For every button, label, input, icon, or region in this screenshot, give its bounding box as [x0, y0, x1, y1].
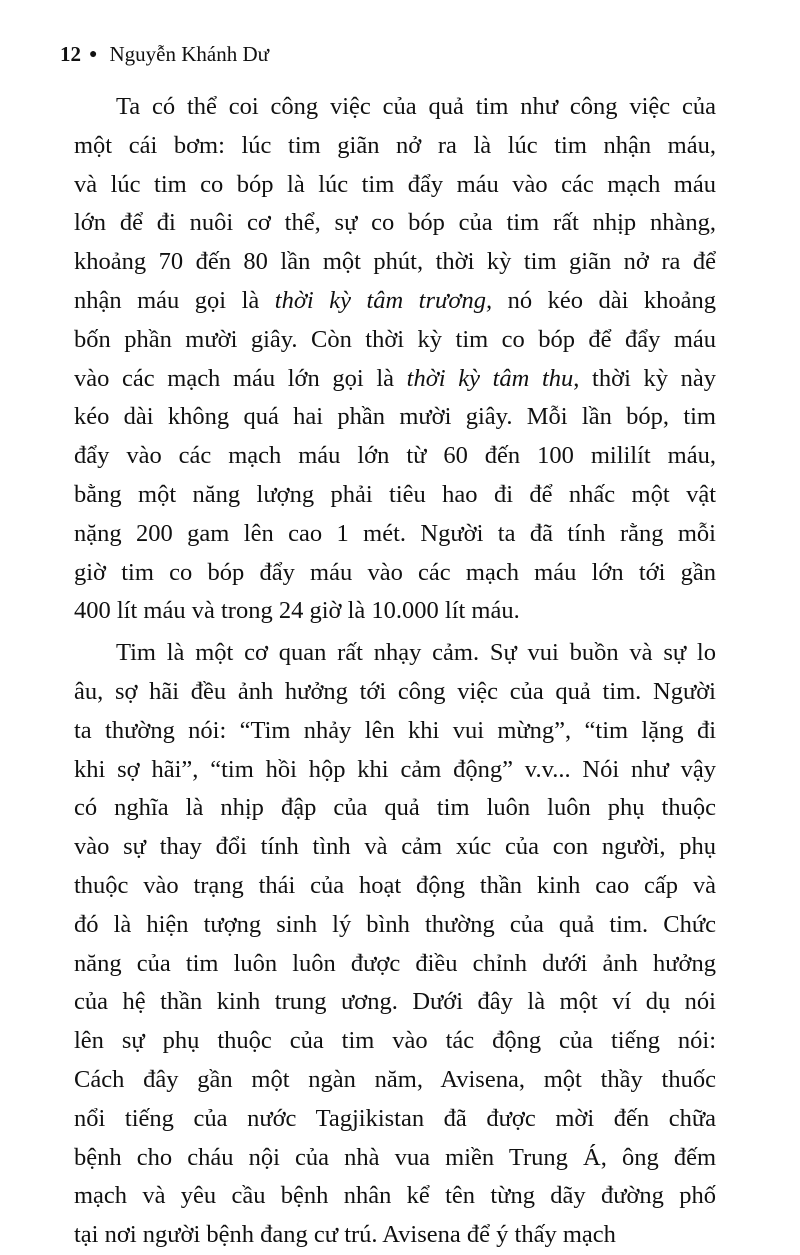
text-line: giờ tim co bóp đẩy máu vào các mạch máu lớn tới gần — [74, 558, 716, 586]
body-text — [74, 88, 716, 1255]
bullet-icon: ● — [89, 47, 98, 62]
text-line: lên sự phụ thuộc của tim vào tác động của tiếng nói: — [74, 1027, 716, 1055]
author-name: Nguyễn Khánh Dư — [109, 42, 269, 66]
text-line: khi sợ hãi”, “tim hồi hộp khi cảm động” v.v... Nói như vậy — [74, 755, 716, 783]
text-line — [74, 360, 716, 399]
text-line: một cái bơm: lúc tim giãn nở ra là lúc tim nhận máu, — [74, 131, 716, 159]
text-line: khoảng 70 đến 80 lần một phút, thời kỳ tim giãn nở ra để — [74, 248, 716, 276]
running-header — [60, 40, 269, 69]
text-line: đó là hiện tượng sinh lý bình thường của quả tim. Chức — [74, 910, 716, 938]
text-line: đẩy vào các mạch máu lớn từ 60 đến 100 mililít máu, — [74, 442, 716, 470]
text-line: tại nơi người bệnh đang cư trú. Avisena để ý thấy mạch — [74, 1221, 616, 1249]
text-line: năng của tim luôn luôn được điều chỉnh dưới ảnh hưởng — [74, 949, 716, 977]
italic-term: thời kỳ tâm thu — [406, 364, 574, 392]
text-line: nổi tiếng của nước Tagjikistan đã được mời đến chữa — [74, 1104, 716, 1132]
line-text: , thời kỳ này — [573, 364, 717, 392]
text-line: vào sự thay đổi tính tình và cảm xúc của con người, phụ — [74, 833, 716, 861]
text-line: thuộc vào trạng thái của hoạt động thần kinh cao cấp và — [74, 871, 716, 899]
text-line: và lúc tim co bóp là lúc tim đẩy máu vào các mạch máu — [74, 170, 716, 198]
text-line: có nghĩa là nhịp đập của quả tim luôn luôn phụ thuộc — [74, 794, 716, 822]
text-line: bốn phần mười giây. Còn thời kỳ tim co bóp để đẩy máu — [74, 325, 716, 353]
text-line: 400 lít máu và trong 24 giờ là 10.000 lít máu. — [74, 597, 520, 625]
text-line: Tim là một cơ quan rất nhạy cảm. Sự vui buồn và sự lo — [116, 639, 716, 667]
italic-term: thời kỳ tâm trương, — [274, 286, 493, 314]
text-line: ta thường nói: “Tim nhảy lên khi vui mừng”, “tim lặng đi — [74, 716, 716, 744]
line-text: nhận máu gọi là — [74, 286, 275, 314]
line-text: vào các mạch máu lớn gọi là — [74, 364, 407, 392]
text-line: mạch và yêu cầu bệnh nhân kể tên từng dãy đường phố — [74, 1182, 716, 1210]
text-line — [74, 282, 716, 321]
text-line: bệnh cho cháu nội của nhà vua miền Trung Á, ông đếm — [74, 1143, 716, 1171]
line-text: nó kéo dài khoảng — [492, 286, 716, 314]
text-line: kéo dài không quá hai phần mười giây. Mỗi lần bóp, tim — [74, 403, 716, 431]
paragraph — [74, 634, 716, 1255]
text-line: lớn để đi nuôi cơ thể, sự co bóp của tim rất nhịp nhàng, — [74, 209, 716, 237]
paragraph — [74, 88, 716, 631]
text-line: của hệ thần kinh trung ương. Dưới đây là một ví dụ nói — [74, 988, 716, 1016]
text-line: Ta có thể coi công việc của quả tim như công việc của — [116, 93, 716, 120]
page-number: 12 — [60, 42, 81, 66]
text-line: nặng 200 gam lên cao 1 mét. Người ta đã tính rằng mỗi — [74, 519, 716, 547]
text-line: bằng một năng lượng phải tiêu hao đi để nhấc một vật — [74, 480, 716, 508]
text-line: âu, sợ hãi đều ảnh hưởng tới công việc của quả tim. Người — [74, 677, 716, 705]
text-line: Cách đây gần một ngàn năm, Avisena, một thầy thuốc — [74, 1065, 716, 1093]
